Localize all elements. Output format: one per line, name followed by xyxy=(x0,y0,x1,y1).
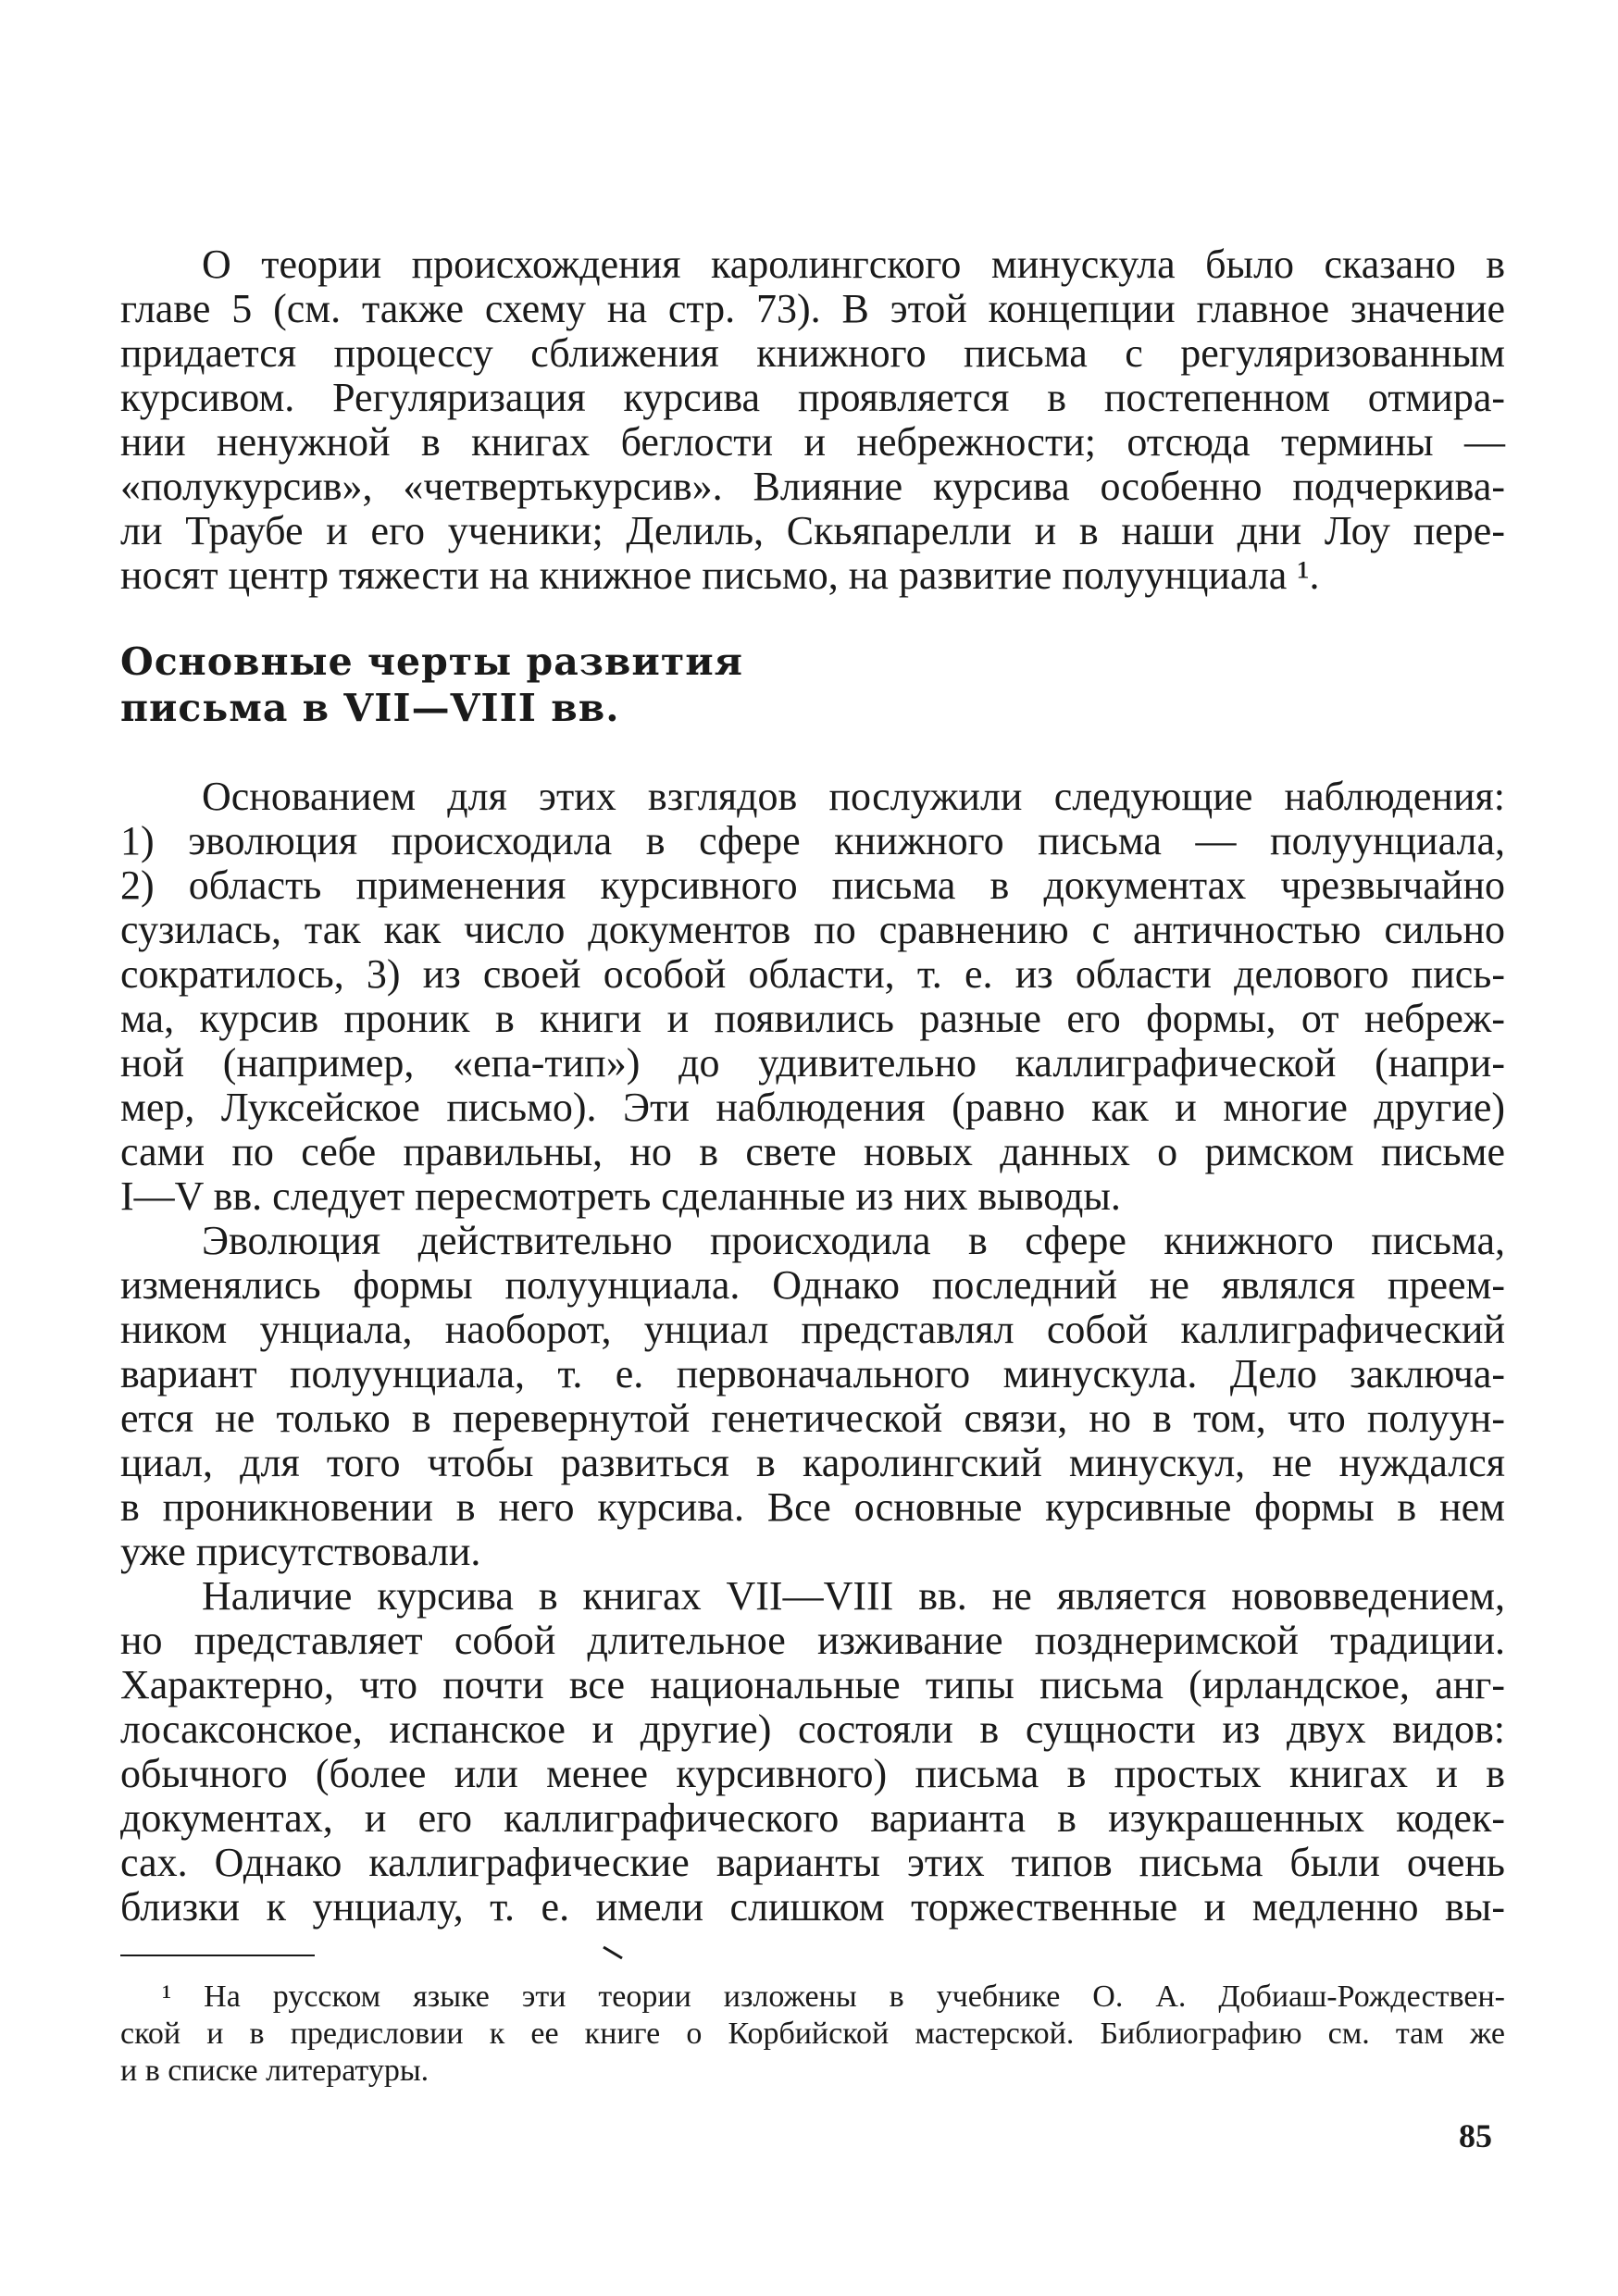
para3-line-4: лосаксонское, испанское и другие) состояли в сущности из двух видов: xyxy=(120,1706,1505,1752)
para3-line-1: Наличие курсива в книгах VII—VIII вв. не является нововведением, xyxy=(202,1573,1505,1619)
para2-line-5: ется не только в перевернутой генетической связи, но в том, что полуун- xyxy=(120,1396,1505,1441)
print-mark xyxy=(602,1945,626,1960)
section-heading-line-2: письма в VII—VIII вв. xyxy=(120,686,620,730)
para2-line-8: уже присутствовали. xyxy=(120,1529,481,1574)
para1-line-5: сократилось, 3) из своей особой области, т. е. из области делового пись- xyxy=(120,951,1505,997)
footnote-line-2: ской и в предисловии к ее книге о Корбийской мастерской. Библиографию см. там же xyxy=(120,2017,1505,2051)
para3-line-5: обычного (более или менее курсивного) письма в простых книгах и в xyxy=(120,1751,1505,1796)
intro-line-2: главе 5 (см. также схему на стр. 73). В этой концепции главное значение xyxy=(120,286,1505,331)
intro-line-4: курсивом. Регуляризация курсива проявляется в постепенном отмира- xyxy=(120,375,1505,420)
footnote-rule xyxy=(120,1955,315,1956)
para1-line-3: 2) область применения курсивного письма в документах чрезвычайно xyxy=(120,863,1505,908)
intro-line-6: «полукурсив», «четвертькурсив». Влияние курсива особенно подчеркива- xyxy=(120,464,1505,509)
intro-line-7: ли Траубе и его ученики; Делиль, Скьяпарелли и в наши дни Лоу пере- xyxy=(120,508,1505,553)
para2-line-7: в проникновении в него курсива. Все основные курсивные формы в нем xyxy=(120,1484,1505,1530)
para1-line-10: I—V вв. следует пересмотреть сделанные из них выводы. xyxy=(120,1173,1121,1219)
footnote-line-1: ¹ На русском языке эти теории изложены в учебнике О. А. Добиаш-Рождествен- xyxy=(162,1980,1505,2014)
para1-line-1: Основанием для этих взглядов послужили следующие наблюдения: xyxy=(202,774,1505,819)
para1-line-6: ма, курсив проник в книги и появились разные его формы, от небреж- xyxy=(120,996,1505,1041)
para2-line-2: изменялись формы полуунциала. Однако последний не являлся преем- xyxy=(120,1262,1505,1308)
intro-line-1: О теории происхождения каролингского минускула было сказано в xyxy=(202,242,1505,287)
para2-line-6: циал, для того чтобы развиться в каролингский минускул, не нуждался xyxy=(120,1440,1505,1485)
para1-line-9: сами по себе правильны, но в свете новых данных о римском письме xyxy=(120,1129,1505,1174)
section-heading-line-1: Основные черты развития xyxy=(120,639,743,684)
footnote-line-3: и в списке литературы. xyxy=(120,2054,429,2088)
para2-line-3: ником унциала, наоборот, унциал представлял собой каллиграфический xyxy=(120,1307,1505,1352)
page-number: 85 xyxy=(1459,2117,1492,2154)
para1-line-4: сузилась, так как число документов по сравнению с античностью сильно xyxy=(120,907,1505,952)
para3-line-8: близки к унциалу, т. е. имели слишком торжественные и медленно вы- xyxy=(120,1884,1505,1930)
para2-line-1: Эволюция действительно происходила в сфере книжного письма, xyxy=(202,1218,1505,1263)
para3-line-6: документах, и его каллиграфического варианта в изукрашенных кодек- xyxy=(120,1795,1505,1841)
para1-line-8: мер, Луксейское письмо). Эти наблюдения (равно как и многие другие) xyxy=(120,1085,1505,1130)
para1-line-2: 1) эволюция происходила в сфере книжного письма — полуунциала, xyxy=(120,818,1505,863)
intro-line-8: носят центр тяжести на книжное письмо, на развитие полуунциала ¹. xyxy=(120,552,1320,598)
intro-line-5: нии ненужной в книгах беглости и небрежности; отсюда термины — xyxy=(120,419,1505,465)
para2-line-4: вариант полуунциала, т. е. первоначального минускула. Дело заключа- xyxy=(120,1351,1505,1396)
para3-line-3: Характерно, что почти все национальные типы письма (ирландское, анг- xyxy=(120,1662,1505,1707)
para3-line-7: сах. Однако каллиграфические варианты этих типов письма были очень xyxy=(120,1840,1505,1885)
intro-line-3: придается процессу сближения книжного письма с регуляризованным xyxy=(120,330,1505,376)
para1-line-7: ной (например, «епа-тип») до удивительно каллиграфической (напри- xyxy=(120,1040,1505,1086)
para3-line-2: но представляет собой длительное изживание позднеримской традиции. xyxy=(120,1618,1505,1663)
